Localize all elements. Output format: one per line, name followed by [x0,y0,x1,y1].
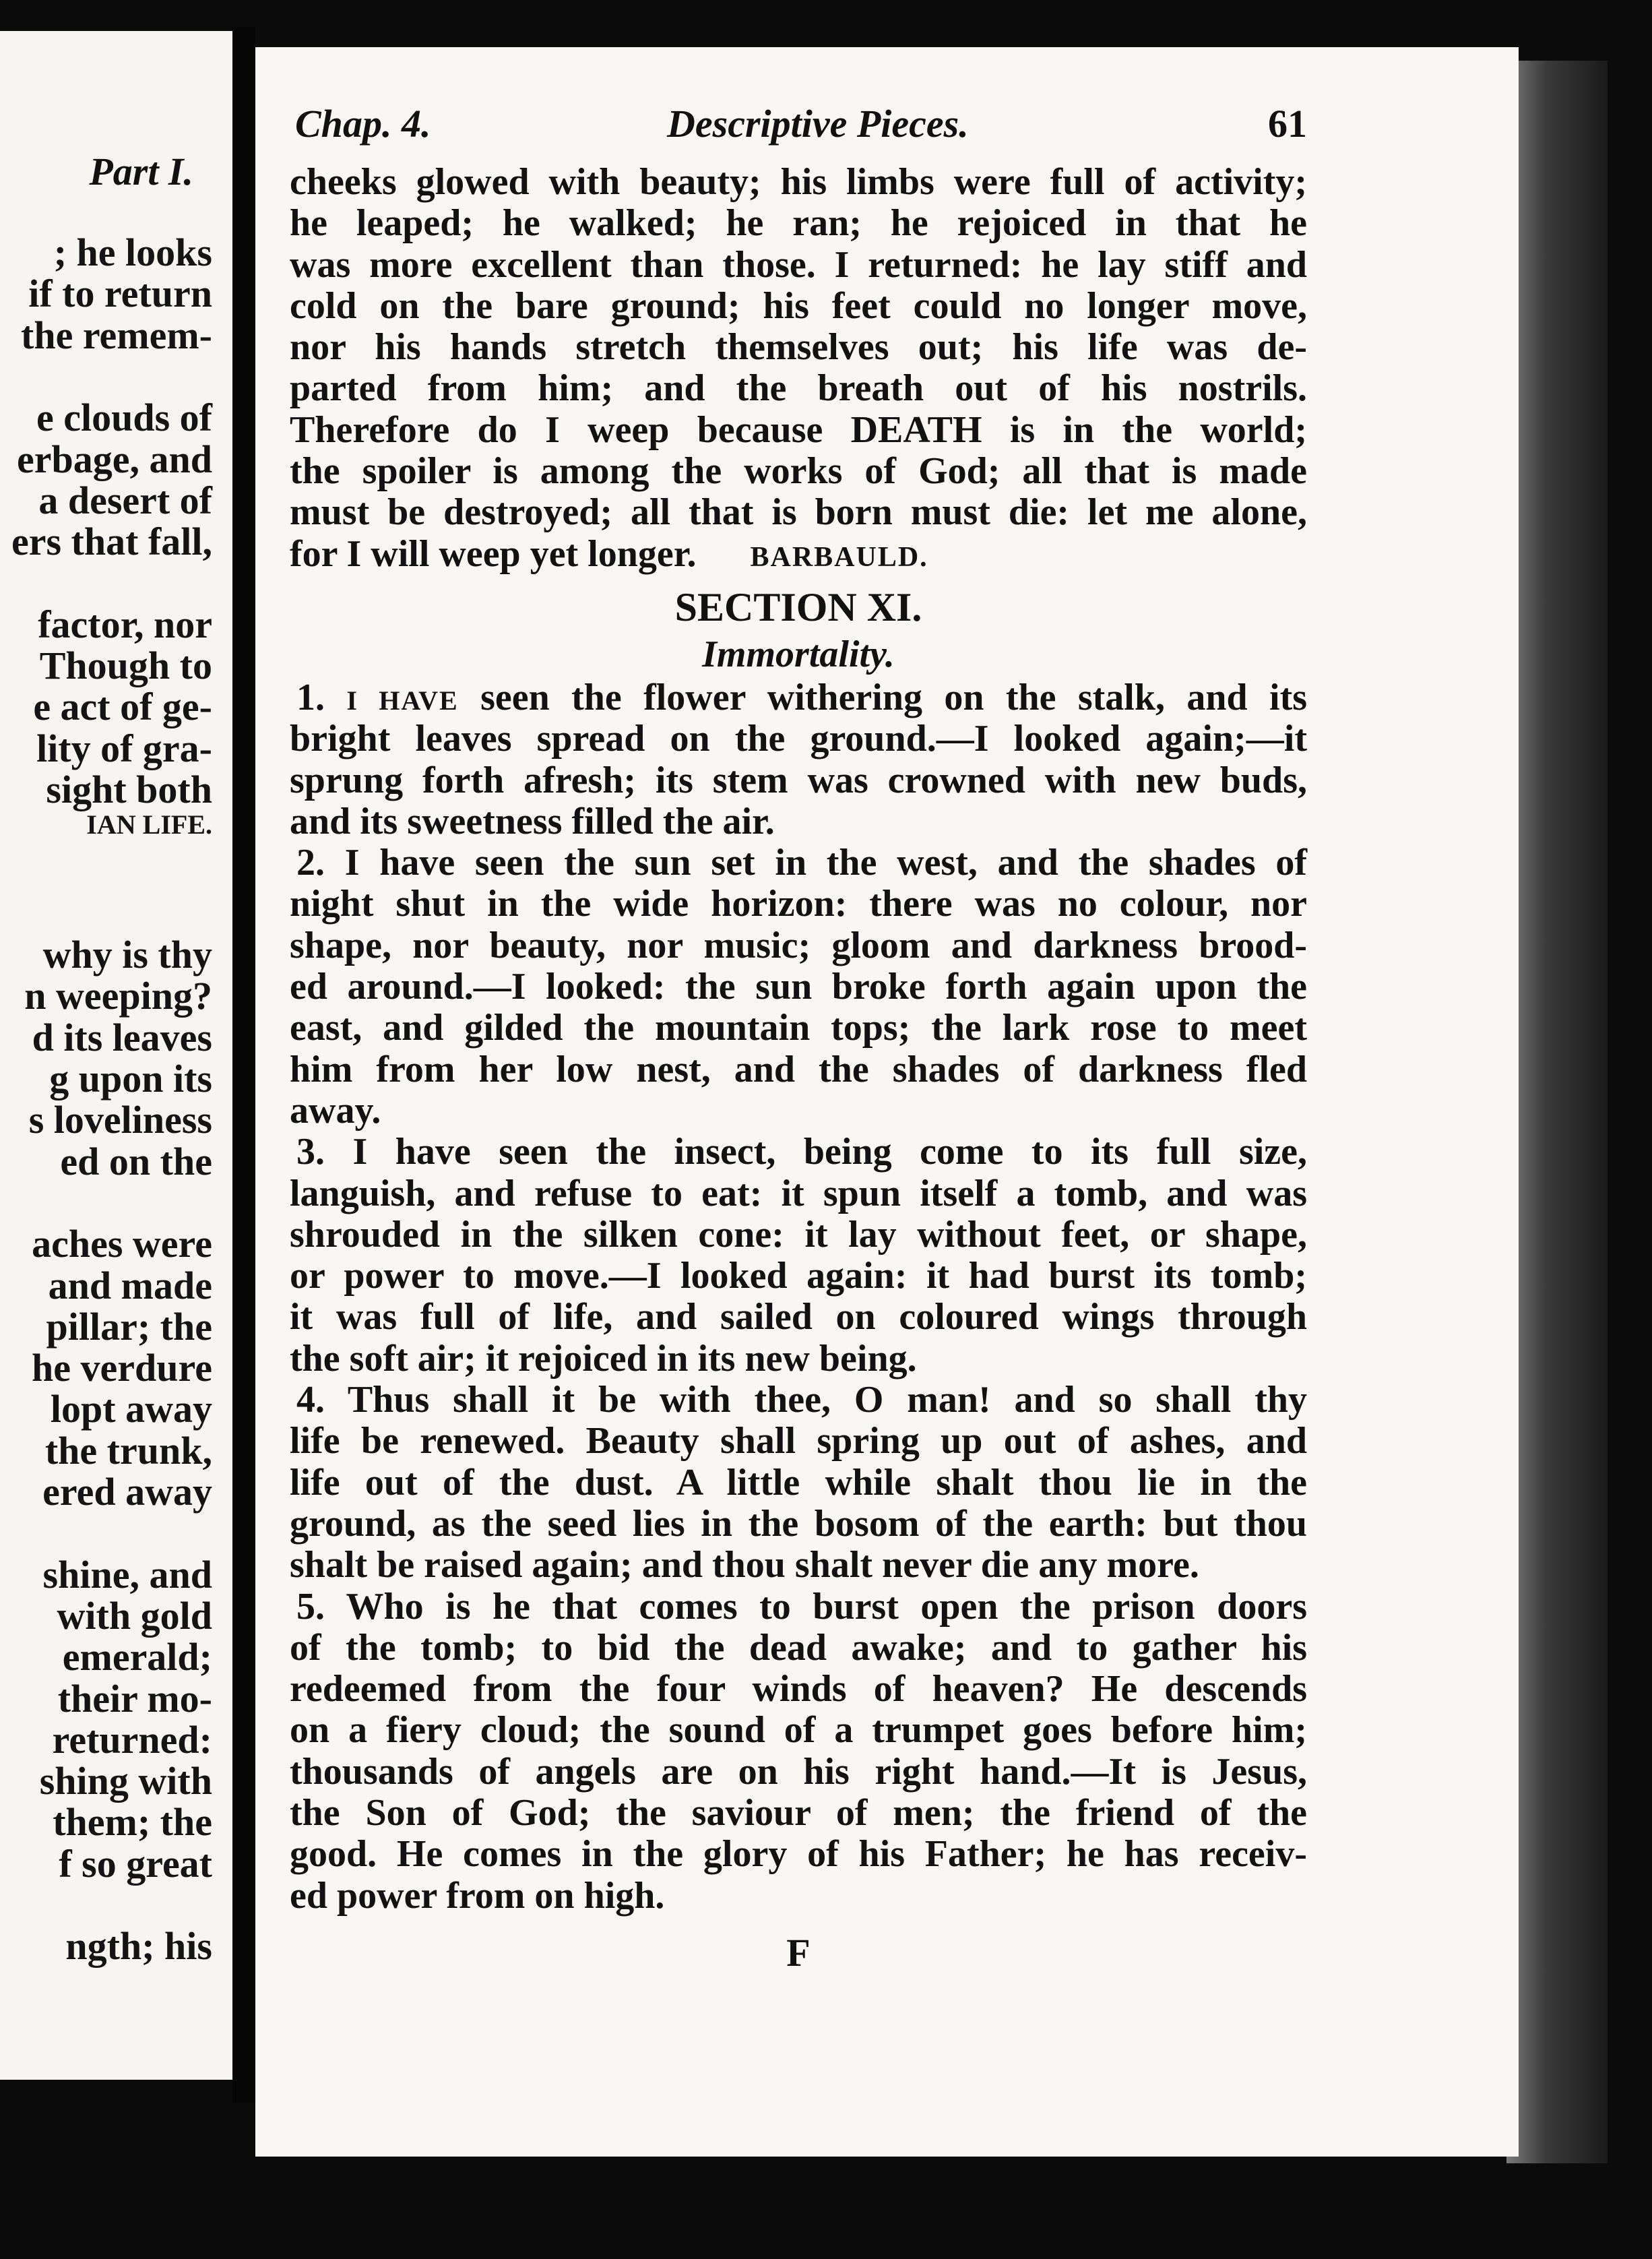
text-line: ed around.—I looked: the sun broke forth again upon the [290,966,1307,1008]
left-line: ; he looks [53,230,212,274]
text-line: or power to move.—I looked again: it had burst its tomb; [290,1255,1307,1297]
left-line: erbage, and [17,437,212,481]
text-line: and its sweetness filled the air. [290,800,775,842]
page-number: 61 [1268,102,1307,146]
section-title: SECTION XI. [674,584,922,629]
text-line: cheeks glowed with beauty; his limbs were full of activity; [290,161,1307,203]
paragraph-number: 4. [296,1379,325,1421]
text-line: shrouded in the silken cone: it lay without feet, or shape, [290,1213,1307,1256]
text-line: on a fiery cloud; the sound of a trumpet goes before him; [290,1709,1307,1752]
text-line: east, and gilded the mountain tops; the lark rose to meet [290,1007,1307,1049]
text-line: thousands of angels are on his right hand.—It is Jesus, [290,1750,1307,1793]
paragraph-number: 2. [296,842,325,884]
intro-last-line [290,534,1307,575]
text-line: must be destroyed; all that is born must die: let me alone, [290,491,1307,534]
left-line: ered away [42,1470,212,1514]
left-line: Though to [39,644,212,687]
left-line: n weeping? [24,974,212,1018]
text-line: good. He comes in the glory of his Father; he has receiv- [290,1833,1307,1876]
left-line: g upon its [49,1057,212,1101]
left-line: shing with [39,1759,212,1803]
paragraph-first-text: I have seen the sun set in the west, and the shades of [344,842,1308,884]
intro-last-text: for I will weep yet longer. [290,532,697,575]
book-gutter [232,27,255,2103]
paragraph-number: 1. [296,676,325,718]
paragraph-first-text: I have seen the insect, being come to its full size, [352,1131,1308,1173]
left-line: lopt away [50,1387,212,1431]
paragraph-first-line [290,842,1307,884]
page-content [290,101,1307,1975]
text-line: the soft air; it rejoiced in its new being. [290,1337,917,1380]
text-line: Therefore do I weep because DEATH is in the world; [290,408,1307,451]
text-line: it was full of life, and sailed on coloured wings through [290,1296,1307,1338]
chapter-label: Chap. 4. [295,102,431,146]
left-line: d its leaves [32,1015,212,1059]
left-line: s loveliness [28,1098,212,1142]
paragraph-first-line [290,1132,1307,1173]
left-page [0,31,232,2080]
left-line: with gold [57,1593,212,1638]
intro-text [290,162,1307,534]
left-line: them; the [53,1800,212,1845]
left-line: pillar; the [46,1304,212,1349]
text-line: ground, as the seed lies in the bosom of the earth: but thou [290,1502,1307,1545]
text-line: nor his hands stretch themselves out; his life was de- [290,326,1307,369]
left-line: aches were [32,1222,212,1266]
text-line: parted from him; and the breath out of his nostrils. [290,367,1307,410]
lead-smallcaps: I HAVE [346,685,459,716]
paragraph-first-text: Thus shall it be with thee, O man! and so shall thy [347,1379,1307,1421]
text-line: he leaped; he walked; he ran; he rejoiced in that he [290,202,1307,245]
left-line: emerald; [62,1635,212,1679]
text-line: bright leaves spread on the ground.—I looked again;—it [290,718,1307,760]
text-line: languish, and refuse to eat: it spun itself a tomb, and was [290,1172,1307,1214]
paragraphs [290,677,1307,1917]
paragraph-first-line [290,677,1307,718]
page-edge-shadow [1506,61,1608,2163]
left-line: factor, nor [38,602,212,646]
text-line: the spoiler is among the works of God; all that is made [290,450,1307,493]
left-line: ngth; his [65,1924,212,1969]
left-line: e clouds of [36,396,212,440]
left-line: their mo- [57,1676,212,1721]
paragraph-number: 5. [296,1585,325,1628]
attribution: BARBAULD. [750,541,928,573]
left-line: and made [48,1263,212,1307]
text-line: shape, nor beauty, nor music; gloom and darkness brood- [290,924,1307,966]
running-title: Descriptive Pieces. [667,102,969,146]
text-line: shalt be raised again; and thou shalt never die any more. [290,1544,1199,1586]
left-line: f so great [59,1841,212,1886]
text-line: cold on the bare ground; his feet could no longer move, [290,284,1307,327]
paragraph-first-line [290,1586,1307,1628]
left-line: he verdure [32,1346,212,1390]
left-line: ers that fall, [11,520,212,564]
left-line: why is thy [42,933,212,977]
text-line: sprung forth afresh; its stem was crowned with new buds, [290,759,1307,801]
left-line: IAN LIFE. [86,809,212,840]
text-line: the Son of God; the saviour of men; the friend of the [290,1791,1307,1834]
left-line: the remem- [21,313,212,357]
text-line: redeemed from the four winds of heaven? He descends [290,1668,1307,1710]
paragraph-first-line [290,1380,1307,1421]
left-line: a desert of [38,478,212,522]
text-line: ed power from on high. [290,1874,665,1917]
left-page-header: Part I. [89,150,193,193]
left-line: sight both [46,767,212,811]
left-line: returned: [52,1717,212,1762]
paragraph-first-text: seen the flower withering on the stalk, and its [480,676,1308,718]
section-subtitle: Immortality. [702,633,895,675]
left-line: shine, and [42,1552,212,1597]
text-line: life out of the dust. A little while shalt thou lie in the [290,1461,1307,1504]
paragraph-number: 3. [296,1131,325,1173]
running-head [290,101,1307,162]
left-line: the trunk, [44,1428,212,1473]
text-line: life be renewed. Beauty shall spring up out of ashes, and [290,1420,1307,1462]
text-line: him from her low nest, and the shades of darkness fled [290,1048,1307,1090]
left-line: lity of gra- [36,726,212,770]
text-line: away. [290,1089,381,1132]
left-line: ed on the [60,1139,212,1183]
text-line: night shut in the wide horizon: there was no colour, nor [290,883,1307,925]
text-line: of the tomb; to bid the dead awake; and to gather his [290,1626,1307,1669]
left-line: e act of ge- [33,685,212,729]
signature-mark: F [786,1930,811,1975]
text-line: was more excellent than those. I returned: he lay stiff and [290,243,1307,286]
paragraph-first-text: Who is he that comes to burst open the prison doors [346,1585,1307,1628]
left-line: if to return [28,272,212,316]
